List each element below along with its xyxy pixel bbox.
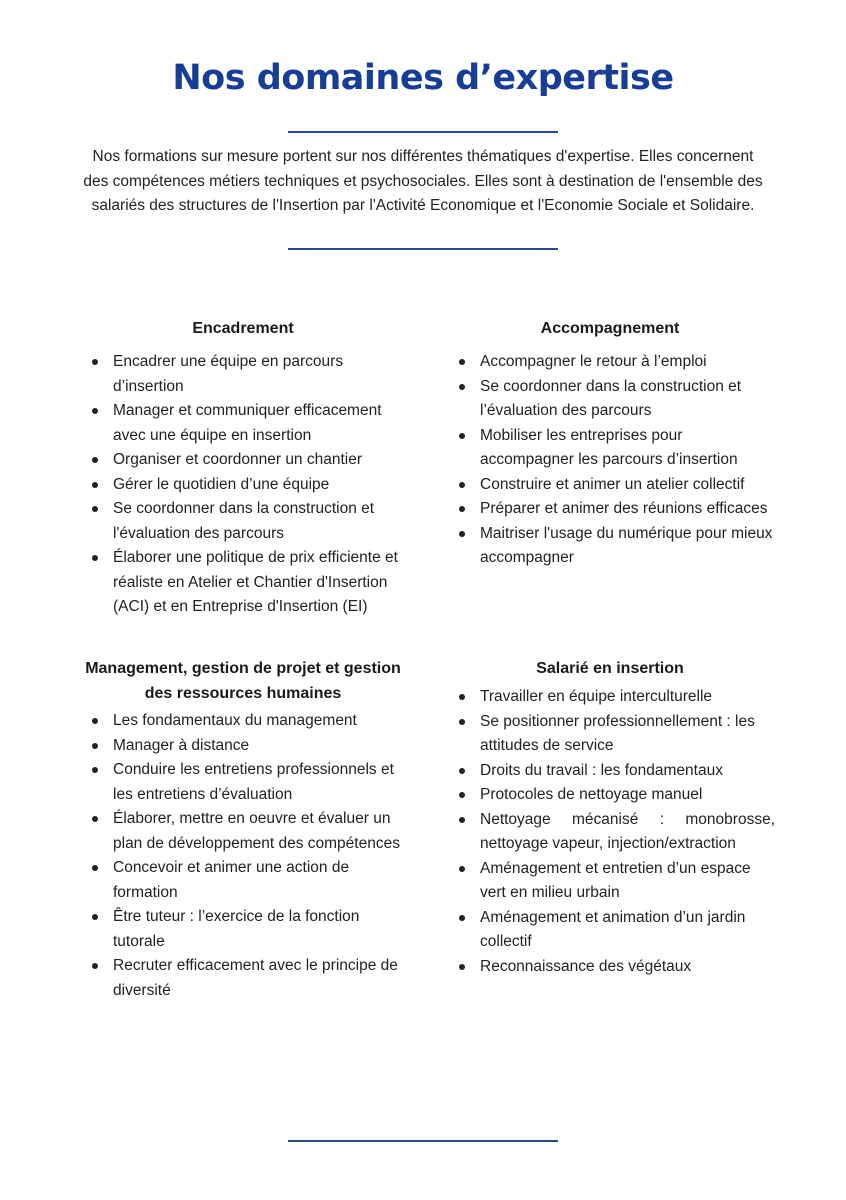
list-item: Accompagner le retour à l’emploi	[445, 350, 775, 375]
list-item: Aménagement et animation d’un jardin collectif	[445, 906, 775, 955]
list-item: Reconnaissance des végétaux	[445, 955, 775, 980]
list-item: Recruter efficacement avec le principe de diversité	[78, 954, 408, 1003]
accompagnement-list	[445, 350, 775, 571]
section-encadrement	[78, 316, 408, 620]
list-item: Aménagement et entretien d’un espace vert en milieu urbain	[445, 857, 775, 906]
list-item: Construire et animer un atelier collectif	[445, 473, 775, 498]
list-item: Se positionner professionnellement : les attitudes de service	[445, 710, 775, 759]
list-item: Manager à distance	[78, 734, 408, 759]
section-heading: Management, gestion de projet et gestion des ressources humaines	[85, 660, 401, 702]
bottom-divider	[288, 1140, 558, 1142]
list-item: Élaborer, mettre en oeuvre et évaluer un plan de développement des compétences	[78, 807, 408, 856]
intro-paragraph: Nos formations sur mesure portent sur nos différentes thématiques d'expertise. Elles concernent des compétences métiers techniques et psychosociales. Elles sont à destination de l'ensemble des salariés des structures de l'Insertion par l'Activité Economique et l'Economie Sociale et Solidaire.	[83, 148, 763, 214]
list-item: Encadrer une équipe en parcours d’insertion	[78, 350, 408, 399]
list-item: Gérer le quotidien d’une équipe	[78, 473, 408, 498]
list-item: Maitriser l'usage du numérique pour mieux accompagner	[445, 522, 775, 571]
section-accompagnement	[445, 316, 775, 571]
encadrement-list	[78, 350, 408, 620]
section-heading: Accompagnement	[540, 320, 680, 337]
section-heading: Salarié en insertion	[536, 660, 684, 677]
list-item: Élaborer une politique de prix efficiente et réaliste en Atelier et Chantier d'Insertion (ACI) et en Entreprise d'Insertion (EI)	[78, 546, 408, 620]
list-item: Concevoir et animer une action de formation	[78, 856, 408, 905]
list-item: Manager et communiquer efficacement avec une équipe en insertion	[78, 399, 408, 448]
section-heading: Encadrement	[192, 320, 294, 337]
list-item: Se coordonner dans la construction et l'évaluation des parcours	[78, 497, 408, 546]
list-item: Préparer et animer des réunions efficaces	[445, 497, 775, 522]
page-title: Nos domaines d’expertise	[172, 58, 674, 98]
management-list	[78, 709, 408, 1003]
list-item: Organiser et coordonner un chantier	[78, 448, 408, 473]
list-item: Les fondamentaux du management	[78, 709, 408, 734]
list-item: Travailler en équipe interculturelle	[445, 685, 775, 710]
top-divider	[288, 131, 558, 133]
intro-divider	[288, 248, 558, 250]
salarie-list	[445, 685, 775, 979]
section-salarie-en-insertion	[445, 656, 775, 979]
list-item: Se coordonner dans la construction et l’évaluation des parcours	[445, 375, 775, 424]
section-management	[78, 656, 408, 1003]
list-item: Nettoyage mécanisé : monobrosse, nettoyage vapeur, injection/extraction	[445, 808, 775, 857]
list-item: Être tuteur : l’exercice de la fonction tutorale	[78, 905, 408, 954]
list-item: Conduire les entretiens professionnels et les entretiens d’évaluation	[78, 758, 408, 807]
list-item: Droits du travail : les fondamentaux	[445, 759, 775, 784]
list-item: Mobiliser les entreprises pour accompagner les parcours d’insertion	[445, 424, 775, 473]
list-item: Protocoles de nettoyage manuel	[445, 783, 775, 808]
